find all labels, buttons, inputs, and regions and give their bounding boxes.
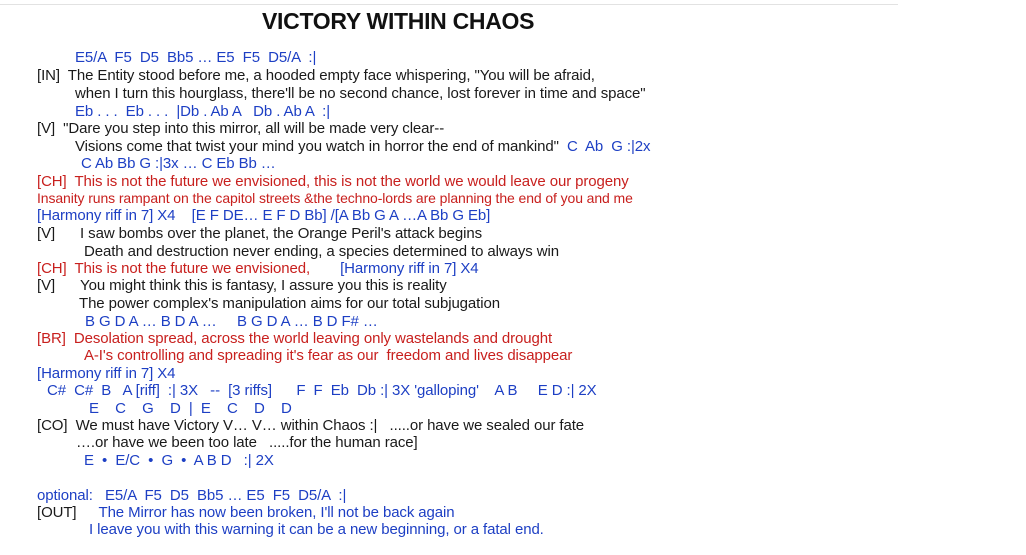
line-segment: I saw bombs over the planet, the Orange Peril's attack begins [80,225,483,242]
line-segment: E C G D | E C D D [89,400,292,417]
line-segment: I leave you with this warning it can be a new beginning, or a fatal end. [89,521,544,538]
lyric-line [37,365,175,382]
lyric-line [37,277,447,294]
line-segment: [Harmony riff in 7] X4 [E F DE… E F D Bb] /[A Bb G A …A Bb G Eb] [37,207,491,224]
lyric-line [84,452,274,469]
line-segment: C Ab Bb G :|3x … C Eb Bb … [81,155,276,172]
lyric-line [47,382,597,399]
line-segment: [V] [37,277,56,294]
line-segment: You might think this is fantasy, I assure you this is reality [80,277,447,294]
line-segment: Insanity runs rampant on the capitol streets &the techno-lords are planning the end of you and me [37,190,633,206]
line-segment: [OUT] [37,504,77,521]
lyric-line [37,225,482,242]
lyric-line [37,260,478,277]
line-segment: C Ab G :|2x [558,138,651,155]
lyric-line [37,487,346,504]
lyric-line [37,173,629,190]
line-segment: [BR] Desolation spread, across the world leaving only wastelands and drought [37,330,553,347]
line-segment: [V] [37,225,56,242]
lyric-line [37,190,633,207]
line-segment: A-I's controlling and spreading it's fear as our freedom and lives disappear [84,347,573,364]
line-segment: Eb . . . Eb . . . |Db . Ab A Db . Ab A :| [75,103,331,120]
lyric-line [89,521,544,538]
lyric-line [84,347,572,364]
lyric-line [79,295,500,312]
line-segment: [Harmony riff in 7] X4 [340,260,479,277]
line-segment: B G D A … B D A … B G D A … B D F# … [85,313,378,330]
lyric-line [37,207,490,224]
lyric-line [85,313,378,330]
lyric-line [75,138,650,155]
line-segment: C# C# B A [riff] :| 3X -- [3 riffs] F F Eb Db :| 3X 'galloping' A B E D :| 2X [47,382,597,399]
lyric-line [37,504,455,521]
lyric-line [81,155,276,172]
line-segment: when I turn this hourglass, there'll be no second chance, lost forever in time and space" [75,85,646,102]
lyric-line [37,67,595,84]
line-segment: Visions come that twist your mind you watch in horror the end of mankind" [75,138,559,155]
lyric-line [75,103,330,120]
lyric-line [84,243,559,260]
lyric-line [76,434,418,451]
line-segment: [CH] This is not the future we envisioned, this is not the world we would leave our progeny [37,173,629,190]
line-segment: optional: E5/A F5 D5 Bb5 … E5 F5 D5/A :| [37,487,347,504]
lyric-line [37,417,584,434]
page-title: VICTORY WITHIN CHAOS [262,8,535,34]
lyric-line [89,400,292,417]
lyric-line [75,85,645,102]
line-segment: E5/A F5 D5 Bb5 … E5 F5 D5/A :| [75,49,317,66]
line-segment: Death and destruction never ending, a species determined to always win [84,243,559,260]
line-segment: E • E/C • G • A B D :| 2X [84,452,274,469]
top-divider [0,4,898,5]
line-segment: The Mirror has now been broken, I'll not be back again [98,504,455,521]
line-segment: [Harmony riff in 7] X4 [37,365,176,382]
line-segment: [IN] The Entity stood before me, a hooded empty face whispering, "You will be afraid, [37,67,595,84]
lyric-line [37,330,552,347]
lyric-line [37,120,444,137]
line-segment: The power complex's manipulation aims for our total subjugation [79,295,500,312]
line-segment: [CO] We must have Victory V… V… within Chaos :| .....or have we sealed our fate [37,417,585,434]
line-segment: [V] "Dare you step into this mirror, all will be made very clear-- [37,120,445,137]
line-segment: ….or have we been too late .....for the human race] [76,434,418,451]
line-segment: [CH] This is not the future we envisioned, [37,260,311,277]
lyric-line [75,49,316,66]
